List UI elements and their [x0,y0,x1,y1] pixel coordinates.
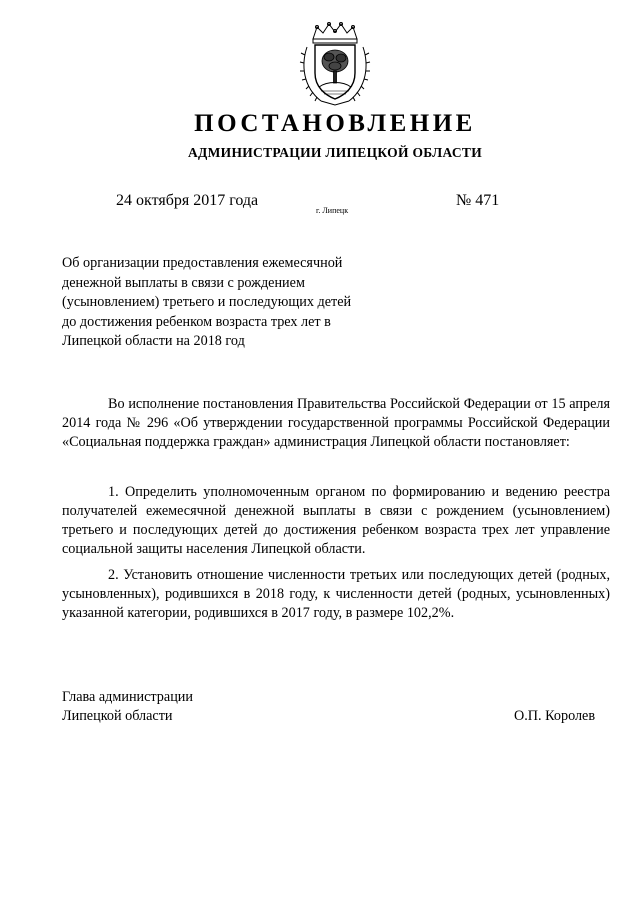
document-number: № 471 [456,192,500,209]
document-city: г. Липецк [316,206,349,215]
signatory-position [62,688,193,726]
document-date: 24 октября 2017 года [116,192,259,209]
clause-1-paragraph: 1. Определить уполномоченным органом по формированию и ведению реестра получателей ежемесячной денежной выплаты в связи с рождением (усыновлением) третьего и последующих детей до достижения ребенком возраста трех лет управление социальной защиты населения Липецкой области. [62,484,610,557]
signatory-name: О.П. Королев [514,708,596,724]
document-issuer: АДМИНИСТРАЦИИ ЛИПЕЦКОЙ ОБЛАСТИ [187,145,483,160]
signatory-position-line: Глава администрации [62,689,193,705]
lipetsk-oblast-coat-of-arms-icon [299,21,371,107]
subject-line: Липецкой области на 2018 год [62,333,245,349]
document-subject [62,254,351,352]
preamble-paragraph: Во исполнение постановления Правительства Российской Федерации от 15 апреля 2014 года № 296 «Об утверждении государственной программы Российской Федерации «Социальная поддержка граждан» администрация Липецкой области постановляет: [62,396,610,450]
subject-line: до достижения ребенком возраста трех лет в [62,313,331,330]
signatory-position-line: Липецкой области [62,708,173,724]
subject-line: Об организации предоставления ежемесячной [62,255,343,271]
subject-line: (усыновлением) третьего и последующих детей [62,294,352,310]
subject-line: денежной выплаты в связи с рождением [62,274,305,291]
document-title: ПОСТАНОВЛЕНИЕ [194,110,476,137]
clause-2-paragraph: 2. Установить отношение численности третьих или последующих детей (родных, усыновленных), родившихся в 2018 году, к численности детей (родных, усыновленных) указанной категории, родившихся в 2017 году, в размере 102,2%. [62,567,610,621]
